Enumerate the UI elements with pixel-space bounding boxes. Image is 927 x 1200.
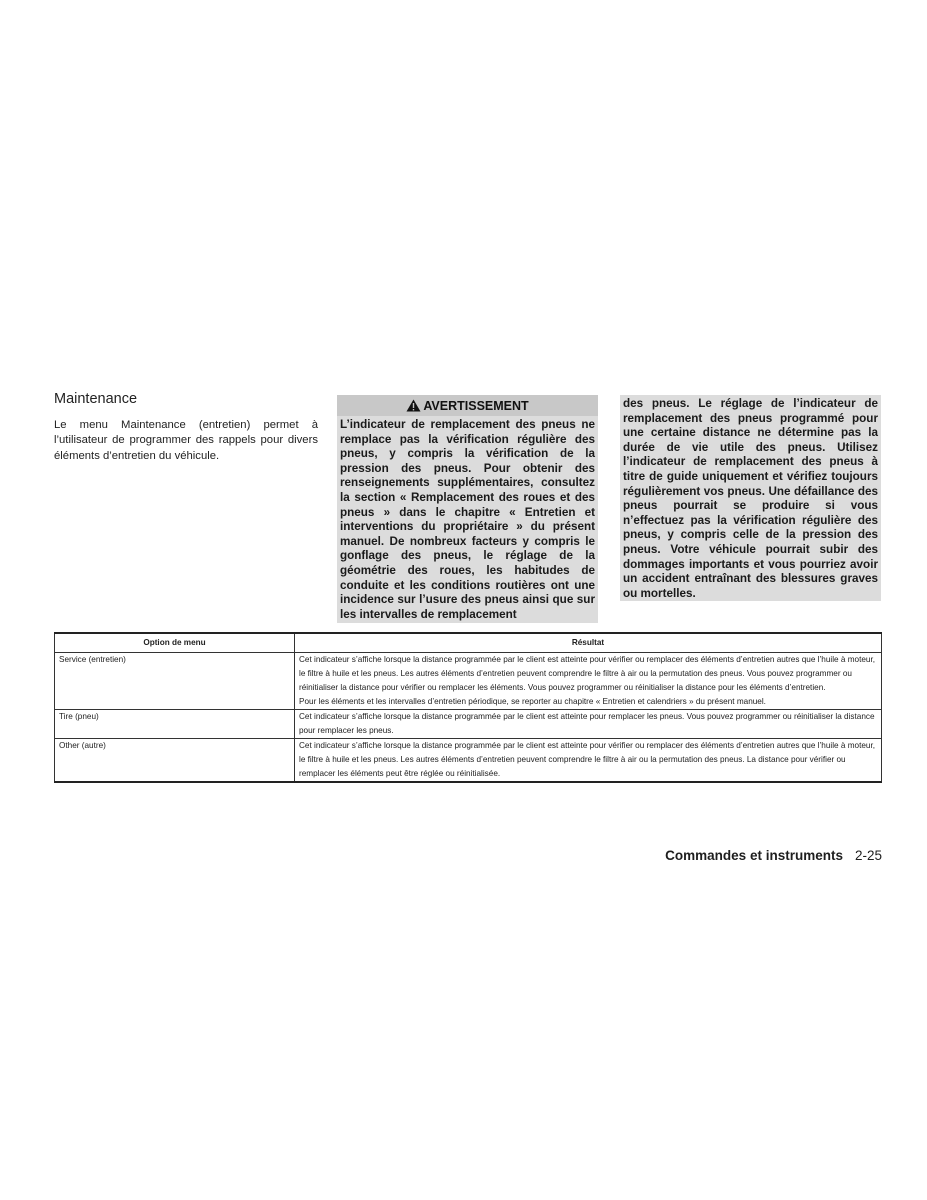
warning-text-col2: des pneus. Le réglage de l’indicateur de remplacement des pneus programmé pour une certaine distance ne détermine pas la durée de vie utile des pneus. Utilisez l’indicateur de remplacement des pneus à titre de guide uniquement et vérifiez toujours régulièrement vos pneus. Une défaillance des pneus pourrait se produire si vous n’effectuez pas la vérification régulière des pneus, y compris celle de la pression des pneus. Votre véhicule pourrait subir des dommages importants et vous pourriez avoir un accident entraînant des blessures graves ou mortelles. [623, 397, 878, 600]
maintenance-menu-table [54, 632, 882, 783]
footer-chapter: Commandes et instruments [665, 848, 843, 863]
table-row [55, 653, 882, 710]
page-footer [665, 848, 882, 863]
header-result: Résultat [295, 633, 882, 653]
warning-box [337, 395, 598, 623]
table-row [55, 739, 882, 783]
table-header-row [55, 633, 882, 653]
row-option-tire: Tire (pneu) [55, 710, 295, 739]
warning-title: AVERTISSEMENT [423, 398, 529, 413]
row-option-other: Other (autre) [55, 739, 295, 783]
result-text: Cet indicateur s’affiche lorsque la distance programmée par le client est atteinte pour vérifier ou remplacer des éléments d’entretien autres que l’huile à moteur, le filtre à huile et les pneus. Les autres éléments d’entretien peuvent comprendre le filtre à air ou la permutation des pneus. Vous pouvez programmer ou réinitialiser la distance pour vérifier ou remplacer les éléments. Vous pouvez programmer ou réinitialiser la distance pour les éléments d’entretien. [299, 655, 876, 692]
warning-header [337, 395, 598, 416]
row-result-tire: Cet indicateur s’affiche lorsque la distance programmée par le client est atteinte pour remplacer les pneus. Vous pouvez programmer ou réinitialiser la distance pour remplacer les pneus. [295, 710, 882, 739]
row-option-service: Service (entretien) [55, 653, 295, 710]
warning-text-col1: L’indicateur de remplacement des pneus ne remplace pas la vérification régulière des pneus, y compris la vérification de la pression des pneus. Pour obtenir des renseignements supplémentaires, consultez la section « Remplacement des roues et des pneus » dans le chapitre « Entretien et interventions du propriétaire » du présent manuel. De nombreux facteurs y compris le gonflage des pneus, le réglage de la géométrie des roues, les habitudes de conduite et les conditions routières ont une incidence sur l’usure des pneus ainsi que sur les intervalles de remplacement [340, 418, 595, 621]
page-number: 2-25 [854, 848, 882, 863]
row-result-service [295, 653, 882, 710]
warning-triangle-icon [406, 399, 421, 412]
warning-box-continued [620, 395, 881, 601]
section-title: Maintenance [54, 391, 138, 407]
row-result-other: Cet indicateur s’affiche lorsque la distance programmée par le client est atteinte pour vérifier ou remplacer des éléments d’entretien autres que l’huile à moteur, le filtre à huile et les pneus. Les autres éléments d’entretien peuvent comprendre le filtre à air ou la permutation des pneus. La distance pour vérifier ou remplacer les éléments peut être réglée ou réinitialisée. [295, 739, 882, 783]
table-row [55, 710, 882, 739]
result-note: Pour les éléments et les intervalles d’entretien périodique, se reporter au chapitre « Entretien et calendriers » du présent manuel. [299, 697, 766, 706]
section-intro: Le menu Maintenance (entretien) permet à l’utilisateur de programmer des rappels pour divers éléments d’entretien du véhicule. [54, 419, 318, 462]
header-option: Option de menu [55, 633, 295, 653]
